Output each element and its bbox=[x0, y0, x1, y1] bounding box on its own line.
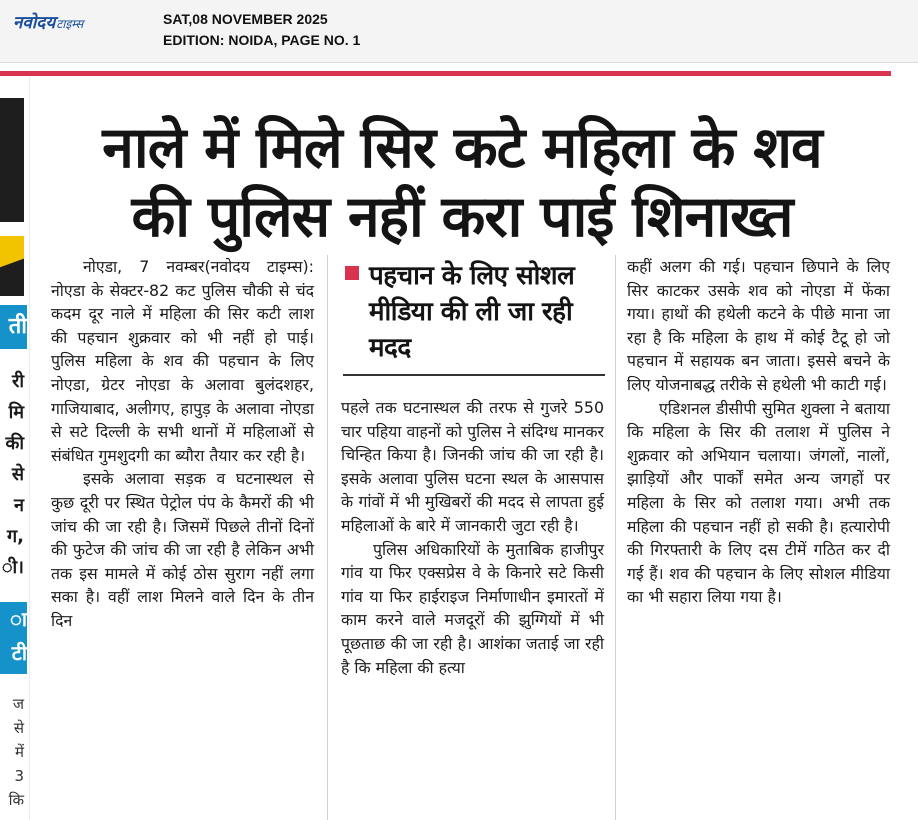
strip-letter: कि bbox=[8, 791, 24, 809]
strip-letter: से bbox=[11, 464, 24, 485]
strip-blue-text: ा bbox=[9, 607, 27, 631]
red-square-icon bbox=[345, 266, 359, 280]
strip-letter: ी। bbox=[1, 557, 24, 578]
strip-letter: में bbox=[15, 743, 24, 761]
newspaper-logo[interactable] bbox=[13, 10, 83, 32]
strip-dark-block bbox=[0, 98, 24, 222]
strip-letter: की bbox=[5, 433, 24, 454]
edition-info bbox=[163, 9, 360, 51]
paragraph: एडिशनल डीसीपी सुमित शुक्ला ने बताया कि महिला के सिर की तलाश में पुलिस ने शुक्रवार को अभियान चलाया। जंगलों, नालों, झाड़ियों और पार्कों समेत अन्य जगहों पर महिला के सिर को तलाश गया। अभी तक महिला की पहचान नहीं हो सकी है। हत्यारोपी की गिरफ्तारी के लिए दस टीमें गठित कर दी गई हैं। शव की पहचान के लिए सोशल मीडिया का भी सहारा लिया गया है। bbox=[627, 398, 890, 607]
paragraph: नोएडा, 7 नवम्बर(नवोदय टाइम्स): नोएडा के सेक्टर-82 कट पुलिस चौकी से चंद कदम दूर नाले में महिला की सिर कटी लाश की पहचान शुक्रवार को भी नहीं हो पाई। पुलिस महिला के शव की पहचान के लिए नोएडा, ग्रेटर नोएडा के अलावा बुलंदशहर, गाजियाबाद, अलीगए, हापुड़ के अलावा नोएडा से सटे दिल्ली के सभी थानों में महिलाओं से संबंधित गुमशुदगी का ब्यौरा तैयार कर रही है। bbox=[51, 257, 314, 465]
adjacent-article-strip bbox=[0, 76, 30, 820]
edition-page: EDITION: NOIDA, PAGE NO. 1 bbox=[163, 32, 361, 48]
column-divider bbox=[615, 255, 616, 820]
strip-blue-text: टी bbox=[11, 641, 27, 665]
article-headline bbox=[36, 114, 888, 252]
headline-line: की पुलिस नहीं करा पाई शिनाख्त bbox=[131, 184, 793, 250]
strip-letter: री bbox=[11, 371, 24, 392]
column-divider bbox=[327, 255, 328, 820]
article-column-2 bbox=[341, 396, 604, 679]
strip-letter: न bbox=[14, 495, 24, 516]
strip-letter: ज bbox=[12, 695, 24, 713]
strip-letter: 3 bbox=[14, 767, 24, 785]
headline-line: नाले में मिले सिर कटे महिला के शव bbox=[102, 115, 822, 181]
article-column-1 bbox=[51, 255, 314, 633]
article-column-3 bbox=[627, 255, 890, 609]
edition-date: SAT,08 NOVEMBER 2025 bbox=[163, 11, 328, 27]
strip-letter: मि bbox=[8, 402, 24, 423]
strip-blue-label: ती bbox=[0, 305, 27, 349]
paragraph: पहले तक घटनास्थल की तरफ से गुजरे 550 चार पहिया वाहनों को पुलिस ने संदिग्ध मानकर चिन्हित किया है। जिनकी जांच की जा रही है। इसके अलावा पुलिस घटना स्थल के आसपास के गांवों में भी मुखिबरों की मदद से लापता हुई महिलाओं के बारे में जानकारी जुटा रही है। bbox=[341, 398, 604, 535]
logo-sub-text: टाइम्स bbox=[56, 17, 84, 31]
paragraph: इसके अलावा सड़क व घटनास्थल से कुछ दूरी पर स्थित पेट्रोल पंप के कैमरों की भी जांच की जा रही है। जिसमें पिछले तीनों दिनों की फुटेज की जांच की जा रही है लेकिन अभी तक इस मामले में कोई ठोस सुराग नहीं लगा सका है। वहीं लाश मिलने वाले दिन के तीन दिन bbox=[51, 469, 314, 630]
strip-letter: ग, bbox=[7, 526, 24, 547]
paragraph: पुलिस अधिकारियों के मुताबिक हाजीपुर गांव या फिर एक्सप्रेस वे के किनारे सटे किसी गांव या फिर हाईराइज निर्माणाधीन इमारतों में काम करने वाले मजदूरों की झुग्गियों में भी पूछताछ की जा रही है। आशंका जताई जा रही है कि महिला की हत्या bbox=[341, 539, 604, 677]
strip-yellow-block bbox=[0, 236, 24, 296]
newspaper-clipping bbox=[0, 76, 891, 820]
logo-main-text: नवोदय bbox=[13, 13, 56, 33]
paragraph: कहीं अलग की गई। पहचान छिपाने के लिए सिर काटकर उसके शव को नोएडा में फेंका गया। हाथों की हथेली कटने के पीछे माना जा रहा है कि महिला के हाथ में कोई टैटू हो जो पहचान में सहायक बन जाता। इससे बचने के लिए योजनाबद्ध तरीके से हथेली भी काटी गई। bbox=[627, 257, 890, 394]
subheading-box bbox=[343, 258, 605, 376]
strip-letter: से bbox=[13, 719, 24, 737]
edition-header bbox=[0, 0, 918, 63]
subheading: पहचान के लिए सोशल मीडिया की ली जा रही मदद bbox=[369, 261, 575, 363]
strip-blue-label-2 bbox=[0, 602, 27, 674]
